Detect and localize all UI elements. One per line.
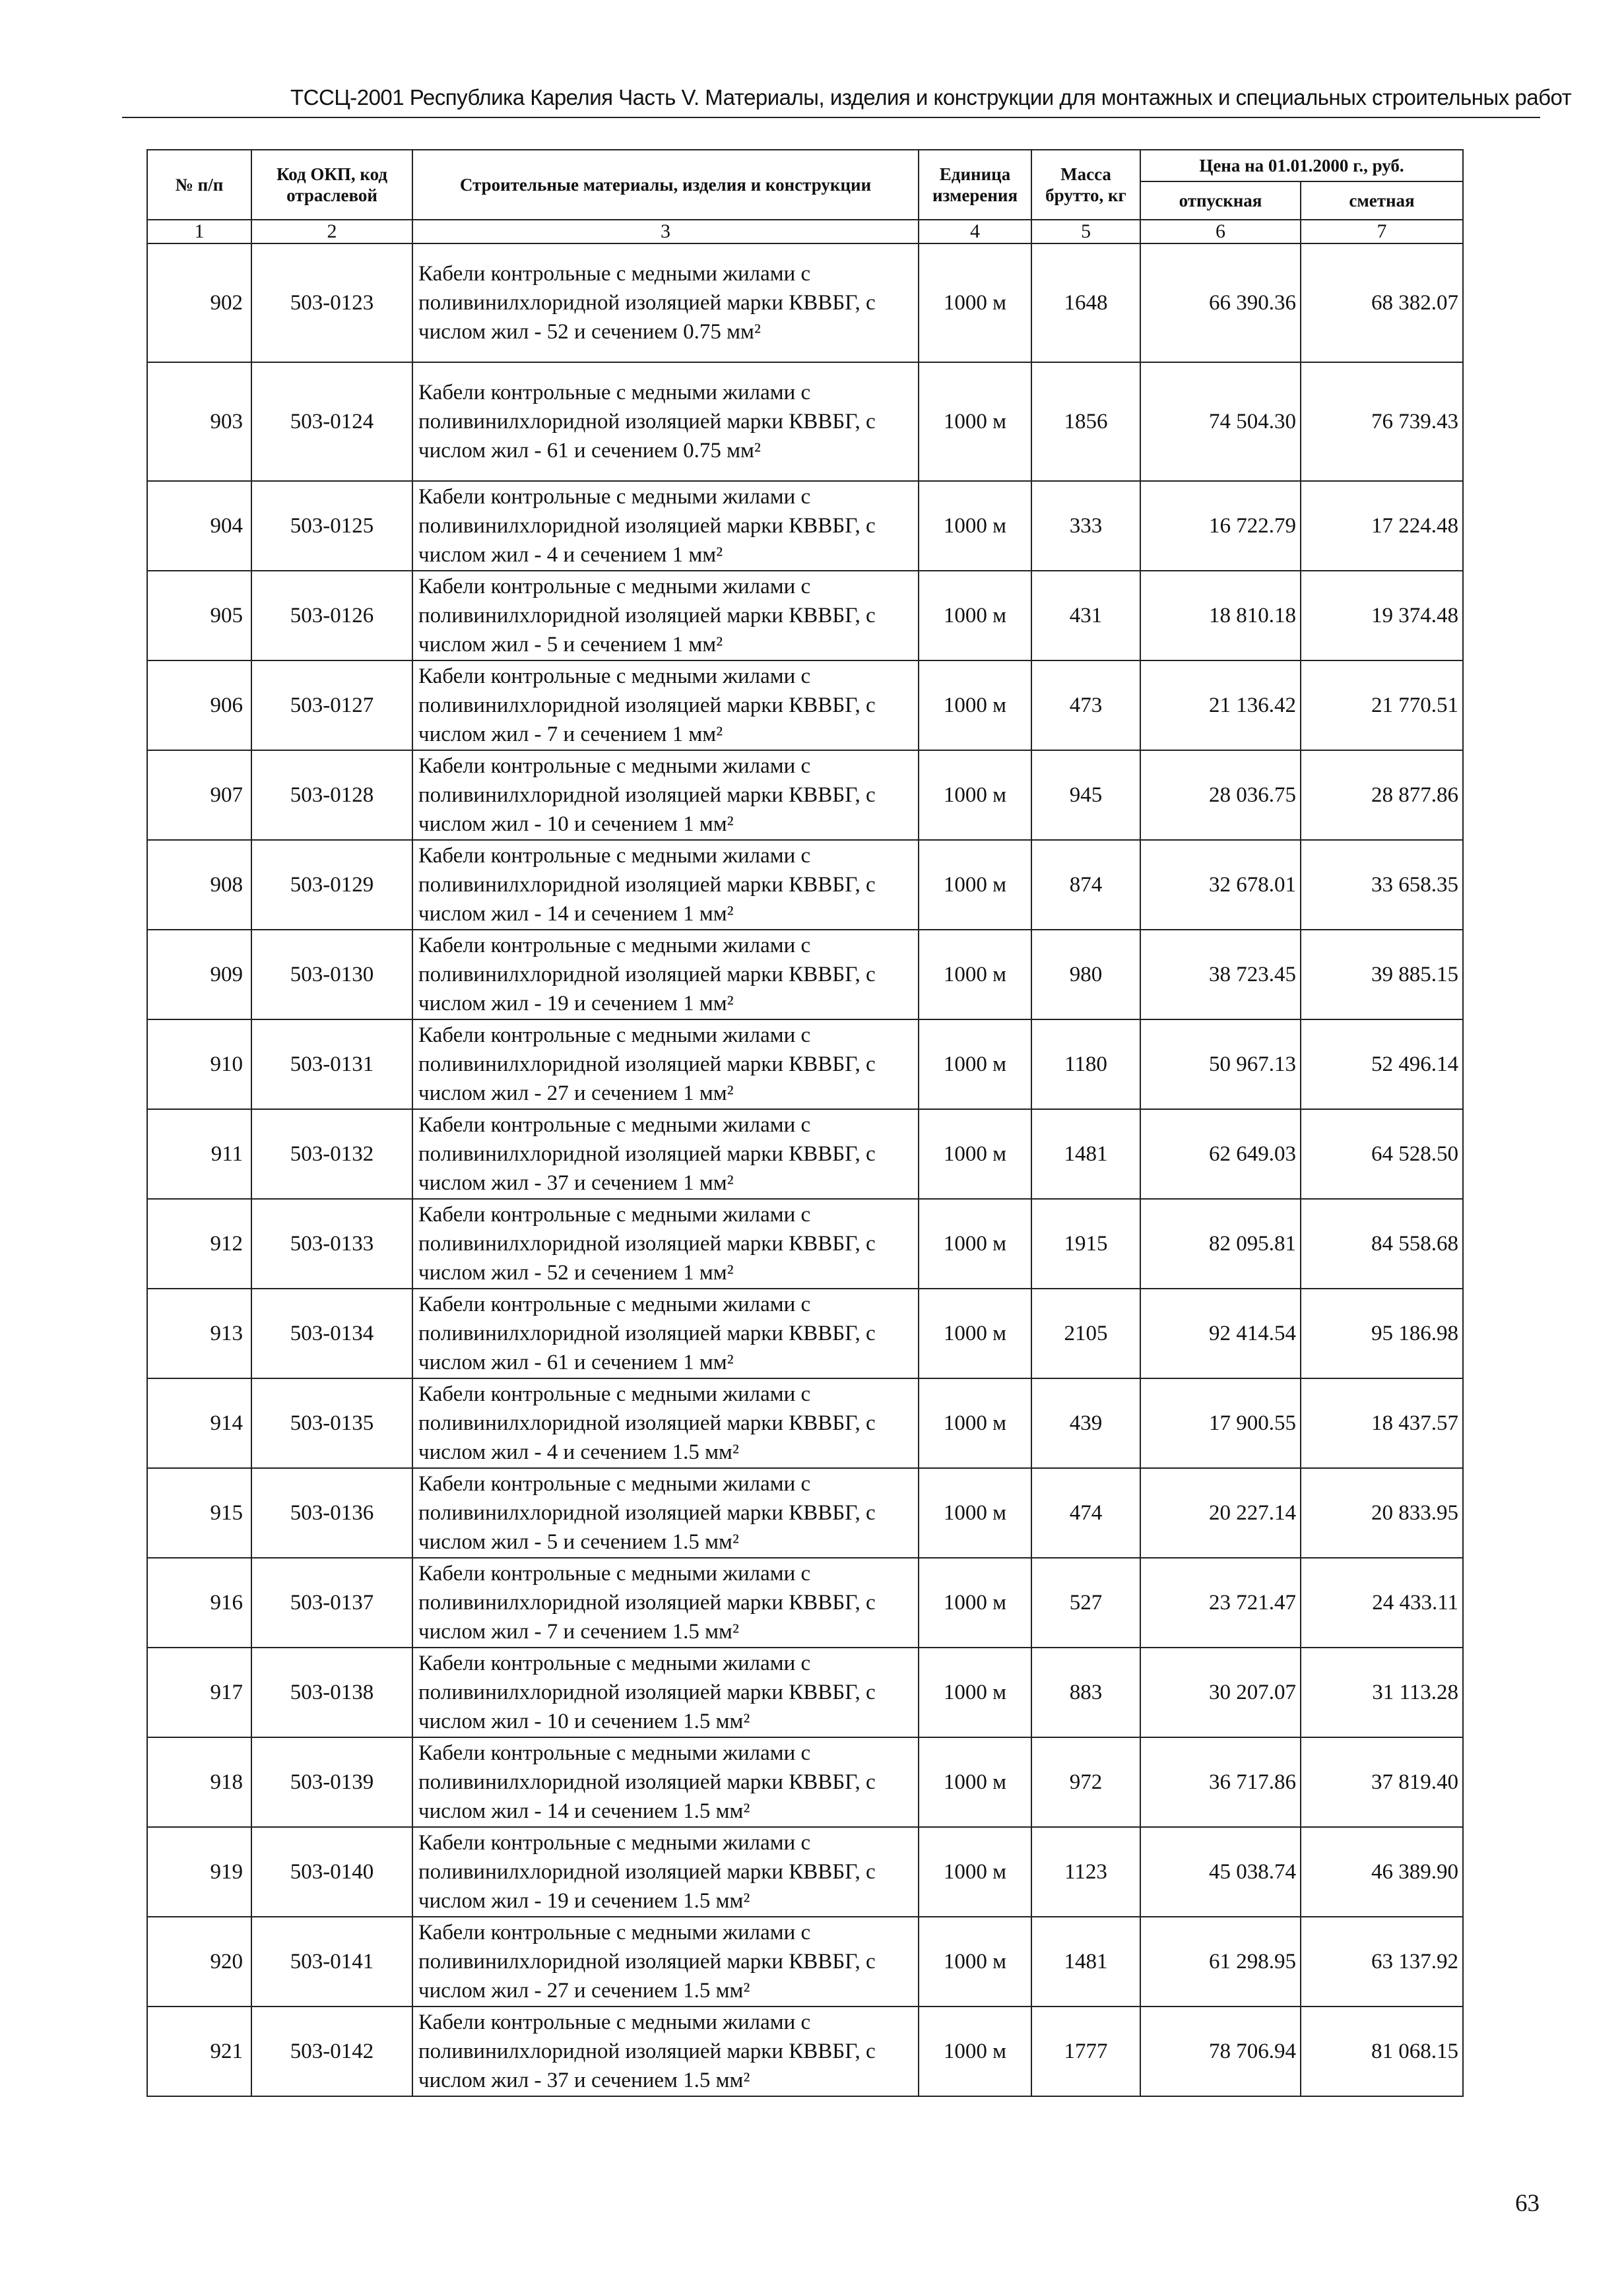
- cell-price-release: 16 722.79: [1140, 481, 1301, 571]
- cell-num: 913: [147, 1289, 251, 1378]
- cell-code: 503-0139: [251, 1737, 412, 1827]
- cell-price-estimate: 76 739.43: [1301, 362, 1463, 481]
- cell-unit: 1000 м: [919, 1917, 1031, 2007]
- cell-description: Кабели контрольные с медными жилами с поливинилхлоридной изоляцией марки КВВБГ, с числом жил - 37 и сечением 1 мм²: [412, 1109, 919, 1199]
- cell-price-release: 28 036.75: [1140, 750, 1301, 840]
- cell-description: Кабели контрольные с медными жилами с поливинилхлоридной изоляцией марки КВВБГ, с числом жил - 4 и сечением 1 мм²: [412, 481, 919, 571]
- cell-unit: 1000 м: [919, 840, 1031, 930]
- col-number: 3: [412, 220, 919, 243]
- cell-description: Кабели контрольные с медными жилами с поливинилхлоридной изоляцией марки КВВБГ, с числом жил - 7 и сечением 1 мм²: [412, 660, 919, 750]
- cell-price-release: 66 390.36: [1140, 243, 1301, 362]
- cell-num: 914: [147, 1378, 251, 1468]
- cell-price-release: 18 810.18: [1140, 571, 1301, 660]
- cell-unit: 1000 м: [919, 1378, 1031, 1468]
- cell-price-estimate: 68 382.07: [1301, 243, 1463, 362]
- cell-mass: 439: [1031, 1378, 1140, 1468]
- cell-mass: 874: [1031, 840, 1140, 930]
- cell-description: Кабели контрольные с медными жилами с поливинилхлоридной изоляцией марки КВВБГ, с числом жил - 52 и сечением 1 мм²: [412, 1199, 919, 1289]
- table-row: [147, 1199, 1463, 1289]
- cell-price-release: 32 678.01: [1140, 840, 1301, 930]
- cell-num: 903: [147, 362, 251, 481]
- table-row: [147, 930, 1463, 1019]
- cell-unit: 1000 м: [919, 2007, 1031, 2096]
- cell-mass: 972: [1031, 1737, 1140, 1827]
- cell-num: 911: [147, 1109, 251, 1199]
- cell-code: 503-0132: [251, 1109, 412, 1199]
- cell-unit: 1000 м: [919, 1737, 1031, 1827]
- cell-code: 503-0134: [251, 1289, 412, 1378]
- cell-mass: 431: [1031, 571, 1140, 660]
- cell-price-estimate: 46 389.90: [1301, 1827, 1463, 1917]
- cell-num: 902: [147, 243, 251, 362]
- cell-unit: 1000 м: [919, 1827, 1031, 1917]
- cell-mass: 1915: [1031, 1199, 1140, 1289]
- cell-price-estimate: 84 558.68: [1301, 1199, 1463, 1289]
- cell-price-release: 38 723.45: [1140, 930, 1301, 1019]
- cell-num: 917: [147, 1648, 251, 1737]
- cell-price-release: 30 207.07: [1140, 1648, 1301, 1737]
- col-number: 1: [147, 220, 251, 243]
- cell-num: 910: [147, 1019, 251, 1109]
- cell-description: Кабели контрольные с медными жилами с поливинилхлоридной изоляцией марки КВВБГ, с числом жил - 27 и сечением 1.5 мм²: [412, 1917, 919, 2007]
- cell-unit: 1000 м: [919, 1648, 1031, 1737]
- cell-num: 912: [147, 1199, 251, 1289]
- cell-num: 905: [147, 571, 251, 660]
- cell-price-estimate: 95 186.98: [1301, 1289, 1463, 1378]
- cell-num: 907: [147, 750, 251, 840]
- table-row: [147, 2007, 1463, 2096]
- cell-unit: 1000 м: [919, 1558, 1031, 1648]
- cell-price-estimate: 21 770.51: [1301, 660, 1463, 750]
- cell-code: 503-0128: [251, 750, 412, 840]
- col-header-unit: Единица измерения: [919, 150, 1031, 220]
- cell-description: Кабели контрольные с медными жилами с поливинилхлоридной изоляцией марки КВВБГ, с числом жил - 19 и сечением 1 мм²: [412, 930, 919, 1019]
- cell-price-estimate: 81 068.15: [1301, 2007, 1463, 2096]
- cell-description: Кабели контрольные с медными жилами с поливинилхлоридной изоляцией марки КВВБГ, с числом жил - 19 и сечением 1.5 мм²: [412, 1827, 919, 1917]
- cell-description: Кабели контрольные с медными жилами с поливинилхлоридной изоляцией марки КВВБГ, с числом жил - 5 и сечением 1.5 мм²: [412, 1468, 919, 1558]
- cell-code: 503-0125: [251, 481, 412, 571]
- page-number: 63: [1515, 2190, 1540, 2217]
- cell-num: 921: [147, 2007, 251, 2096]
- table-row: [147, 840, 1463, 930]
- table-row: [147, 1827, 1463, 1917]
- table-row: [147, 1468, 1463, 1558]
- cell-price-release: 23 721.47: [1140, 1558, 1301, 1648]
- cell-num: 909: [147, 930, 251, 1019]
- col-number: 7: [1301, 220, 1463, 243]
- table-row: [147, 1648, 1463, 1737]
- cell-price-estimate: 39 885.15: [1301, 930, 1463, 1019]
- table-row: [147, 1289, 1463, 1378]
- cell-description: Кабели контрольные с медными жилами с поливинилхлоридной изоляцией марки КВВБГ, с числом жил - 61 и сечением 1 мм²: [412, 1289, 919, 1378]
- col-header-price-estimate: сметная: [1301, 181, 1463, 220]
- cell-price-estimate: 64 528.50: [1301, 1109, 1463, 1199]
- cell-description: Кабели контрольные с медными жилами с поливинилхлоридной изоляцией марки КВВБГ, с числом жил - 14 и сечением 1.5 мм²: [412, 1737, 919, 1827]
- cell-price-release: 36 717.86: [1140, 1737, 1301, 1827]
- table-row: [147, 1737, 1463, 1827]
- cell-unit: 1000 м: [919, 571, 1031, 660]
- cell-unit: 1000 м: [919, 750, 1031, 840]
- cell-unit: 1000 м: [919, 243, 1031, 362]
- cell-unit: 1000 м: [919, 481, 1031, 571]
- cell-code: 503-0123: [251, 243, 412, 362]
- cell-mass: 1856: [1031, 362, 1140, 481]
- cell-mass: 945: [1031, 750, 1140, 840]
- cell-price-release: 45 038.74: [1140, 1827, 1301, 1917]
- cell-code: 503-0137: [251, 1558, 412, 1648]
- table-row: [147, 660, 1463, 750]
- table-row: [147, 362, 1463, 481]
- cell-code: 503-0133: [251, 1199, 412, 1289]
- cell-unit: 1000 м: [919, 1019, 1031, 1109]
- cell-mass: 1777: [1031, 2007, 1140, 2096]
- cell-unit: 1000 м: [919, 1289, 1031, 1378]
- table-header: [147, 150, 1463, 243]
- cell-price-estimate: 28 877.86: [1301, 750, 1463, 840]
- col-header-num: № п/п: [147, 150, 251, 220]
- cell-price-estimate: 17 224.48: [1301, 481, 1463, 571]
- cell-num: 919: [147, 1827, 251, 1917]
- cell-price-release: 62 649.03: [1140, 1109, 1301, 1199]
- cell-description: Кабели контрольные с медными жилами с поливинилхлоридной изоляцией марки КВВБГ, с числом жил - 10 и сечением 1.5 мм²: [412, 1648, 919, 1737]
- col-number: 2: [251, 220, 412, 243]
- cell-num: 916: [147, 1558, 251, 1648]
- table-row: [147, 481, 1463, 571]
- cell-price-estimate: 33 658.35: [1301, 840, 1463, 930]
- col-number: 6: [1140, 220, 1301, 243]
- cell-unit: 1000 м: [919, 930, 1031, 1019]
- cell-price-release: 20 227.14: [1140, 1468, 1301, 1558]
- cell-code: 503-0136: [251, 1468, 412, 1558]
- col-header-code: Код ОКП, код отраслевой: [251, 150, 412, 220]
- cell-description: Кабели контрольные с медными жилами с поливинилхлоридной изоляцией марки КВВБГ, с числом жил - 4 и сечением 1.5 мм²: [412, 1378, 919, 1468]
- cell-mass: 1123: [1031, 1827, 1140, 1917]
- cell-mass: 1481: [1031, 1109, 1140, 1199]
- cell-num: 918: [147, 1737, 251, 1827]
- cell-code: 503-0142: [251, 2007, 412, 2096]
- table-row: [147, 1378, 1463, 1468]
- cell-unit: 1000 м: [919, 1109, 1031, 1199]
- cell-description: Кабели контрольные с медными жилами с поливинилхлоридной изоляцией марки КВВБГ, с числом жил - 7 и сечением 1.5 мм²: [412, 1558, 919, 1648]
- cell-price-estimate: 19 374.48: [1301, 571, 1463, 660]
- cell-price-estimate: 63 137.92: [1301, 1917, 1463, 2007]
- cell-code: 503-0126: [251, 571, 412, 660]
- cell-unit: 1000 м: [919, 1199, 1031, 1289]
- cell-num: 908: [147, 840, 251, 930]
- col-header-price-release: отпускная: [1140, 181, 1301, 220]
- cell-price-estimate: 52 496.14: [1301, 1019, 1463, 1109]
- cell-num: 920: [147, 1917, 251, 2007]
- price-table-container: [146, 149, 1464, 2097]
- cell-mass: 883: [1031, 1648, 1140, 1737]
- cell-price-estimate: 24 433.11: [1301, 1558, 1463, 1648]
- col-number: 5: [1031, 220, 1140, 243]
- cell-code: 503-0138: [251, 1648, 412, 1737]
- cell-description: Кабели контрольные с медными жилами с поливинилхлоридной изоляцией марки КВВБГ, с числом жил - 52 и сечением 0.75 мм²: [412, 243, 919, 362]
- cell-code: 503-0141: [251, 1917, 412, 2007]
- cell-mass: 980: [1031, 930, 1140, 1019]
- cell-price-release: 17 900.55: [1140, 1378, 1301, 1468]
- cell-mass: 474: [1031, 1468, 1140, 1558]
- cell-unit: 1000 м: [919, 660, 1031, 750]
- cell-mass: 2105: [1031, 1289, 1140, 1378]
- cell-price-estimate: 18 437.57: [1301, 1378, 1463, 1468]
- col-header-desc: Строительные материалы, изделия и конструкции: [412, 150, 919, 220]
- cell-code: 503-0140: [251, 1827, 412, 1917]
- cell-unit: 1000 м: [919, 1468, 1031, 1558]
- cell-mass: 333: [1031, 481, 1140, 571]
- header-rule: [122, 117, 1540, 118]
- cell-mass: 1648: [1031, 243, 1140, 362]
- cell-description: Кабели контрольные с медными жилами с поливинилхлоридной изоляцией марки КВВБГ, с числом жил - 37 и сечением 1.5 мм²: [412, 2007, 919, 2096]
- cell-code: 503-0130: [251, 930, 412, 1019]
- table-row: [147, 1109, 1463, 1199]
- cell-description: Кабели контрольные с медными жилами с поливинилхлоридной изоляцией марки КВВБГ, с числом жил - 27 и сечением 1 мм²: [412, 1019, 919, 1109]
- page-header: ТССЦ-2001 Республика Карелия Часть V. Материалы, изделия и конструкции для монтажных и специальных строительных работ: [290, 85, 1572, 110]
- table-row: [147, 1917, 1463, 2007]
- cell-description: Кабели контрольные с медными жилами с поливинилхлоридной изоляцией марки КВВБГ, с числом жил - 5 и сечением 1 мм²: [412, 571, 919, 660]
- cell-unit: 1000 м: [919, 362, 1031, 481]
- table-row: [147, 1558, 1463, 1648]
- cell-description: Кабели контрольные с медными жилами с поливинилхлоридной изоляцией марки КВВБГ, с числом жил - 10 и сечением 1 мм²: [412, 750, 919, 840]
- cell-mass: 1481: [1031, 1917, 1140, 2007]
- cell-mass: 473: [1031, 660, 1140, 750]
- price-table: [146, 149, 1464, 2097]
- table-row: [147, 243, 1463, 362]
- col-number: 4: [919, 220, 1031, 243]
- cell-code: 503-0135: [251, 1378, 412, 1468]
- cell-num: 906: [147, 660, 251, 750]
- cell-price-release: 21 136.42: [1140, 660, 1301, 750]
- cell-price-estimate: 37 819.40: [1301, 1737, 1463, 1827]
- table-body: [147, 243, 1463, 2096]
- cell-code: 503-0129: [251, 840, 412, 930]
- table-row: [147, 1019, 1463, 1109]
- cell-price-release: 50 967.13: [1140, 1019, 1301, 1109]
- cell-mass: 527: [1031, 1558, 1140, 1648]
- cell-code: 503-0131: [251, 1019, 412, 1109]
- cell-num: 915: [147, 1468, 251, 1558]
- cell-code: 503-0127: [251, 660, 412, 750]
- cell-description: Кабели контрольные с медными жилами с поливинилхлоридной изоляцией марки КВВБГ, с числом жил - 14 и сечением 1 мм²: [412, 840, 919, 930]
- col-header-mass: Масса брутто, кг: [1031, 150, 1140, 220]
- cell-num: 904: [147, 481, 251, 571]
- cell-price-release: 82 095.81: [1140, 1199, 1301, 1289]
- cell-description: Кабели контрольные с медными жилами с поливинилхлоридной изоляцией марки КВВБГ, с числом жил - 61 и сечением 0.75 мм²: [412, 362, 919, 481]
- cell-code: 503-0124: [251, 362, 412, 481]
- cell-price-estimate: 20 833.95: [1301, 1468, 1463, 1558]
- table-row: [147, 571, 1463, 660]
- cell-price-estimate: 31 113.28: [1301, 1648, 1463, 1737]
- cell-price-release: 74 504.30: [1140, 362, 1301, 481]
- cell-mass: 1180: [1031, 1019, 1140, 1109]
- cell-price-release: 61 298.95: [1140, 1917, 1301, 2007]
- col-header-price-group: Цена на 01.01.2000 г., руб.: [1140, 150, 1463, 181]
- cell-price-release: 92 414.54: [1140, 1289, 1301, 1378]
- table-row: [147, 750, 1463, 840]
- cell-price-release: 78 706.94: [1140, 2007, 1301, 2096]
